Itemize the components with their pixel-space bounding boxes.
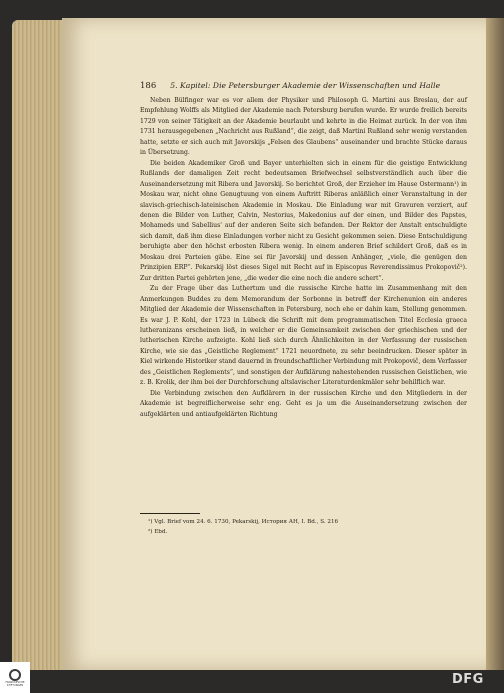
footnote: ¹) Vgl. Brief vom 24. 6. 1730, Pekarskij, История АН, I. Bd., S. 216 [148, 519, 339, 525]
library-logo [0, 662, 30, 693]
page-number: 186 [140, 81, 157, 91]
paragraph: Die beiden Akademiker Groß und Bayer unterhielten sich in einem für die geistige Entwicklung Rußlands der damaligen Zeit recht bedeutsamen Briefwechsel selbstverständlich auch über die Auseinandersetzung mit Ribera und Javorskij. So berichtet Groß, der Erzieher im Hause Ostermann¹) in Moskau war, nicht ohne Genugtuung von einem Auftritt Riberas anläßlich einer Veranstaltung in der slavisch-griechisch-lateinischen Akademie in Moskau. Die Einladung war mit Gravuren verziert, auf denen die Bilder von Luther, Calvin, Nestorius, Makedonius auf der einen, und Bilder des Papstes, Mohameds und Sabellius' auf der anderen Seite sich befanden. Der Rektor der Anstalt entschuldigte sich damit, daß ihm diese Einladungen vorher nicht zu Gesicht gekommen seien. Diese Entschuldigung beruhigte aber den höchst erbosten Ribera wenig. In einem anderen Brief schildert Groß, daß es in Moskau drei Parteien gäbe. Eine sei für Javorskij und dessen Anhänger, „viele, die genügen den Prinzipien ERP“. Pekarskij löst dieses Sigel mit Recht auf in Episcopus Reverendissimus Prokopovič²). Zur dritten Partei gehörten jene, „die weder die eine noch die andere schert“. [140, 159, 467, 282]
logo-label: FRANCKESCHE STIFTUNGEN [5, 680, 25, 687]
main-text [140, 96, 467, 420]
running-header [140, 81, 470, 91]
footnote: ²) Ebd. [148, 528, 168, 535]
dfg-watermark: DFG [452, 672, 484, 687]
footnotes [148, 518, 468, 537]
page-right-edge [486, 18, 504, 670]
paragraph: Die Verbindung zwischen den Aufklärern in der russischen Kirche und den Mitgliedern in der Akademie ist begreiflicherweise sehr eng. Geht es ja um die Auseinandersetzung zwischen der aufgeklärten und antiaufgeklärten Richtung [140, 389, 467, 418]
footnote-rule [140, 513, 200, 514]
logo-mark-icon [9, 669, 21, 681]
paragraph: Zu der Frage über das Luthertum und die russische Kirche hatte im Zusammenhang mit den Anmerkungen Buddes zu dem Memorandum der Sorbonne in betreff der Kirchenunion ein anderes Mitglied der Akademie der Wissenschaften in Petersburg, noch ehe er dahin kam, Stellung genommen. Es war J. P. Kohl, der 1723 in Lübeck die Schrift mit dem programmatischen Titel Ecclesia graeca lutheranizans erscheinen ließ, in welcher er die Gemeinsamkeit zwischen der griechischen und der lutherischen Kirche aufzeigte. Kohl ließ sich durch Ähnlichkeiten in der Verfassung der russischen Kirche, wie sie das „Geistliche Reglement“ 1721 neuordnete, zu sehr beeindrucken. Dieser später in Kiel wirkende Historiker stand dauernd in freundschaftlicher Verbindung mit Prokopovič, dem Verfasser des „Geistlichen Reglements“, und sonstigen der Aufklärung nahestehenden russischen Geistlichen, wie z. B. Krolik, der ihm bei der Durchforschung altslavischer Literaturdenkmäler sehr behilflich war. [140, 285, 467, 387]
running-title: 5. Kapitel: Die Petersburger Akademie der Wissenschaften und Halle [170, 81, 441, 90]
paragraph: Neben Bülfinger war es vor allem der Physiker und Philosoph G. Martini aus Breslau, der auf Empfehlung Wolffs als Mitglied der Akademie nach Petersburg berufen wurde. Er wurde freilich bereits 1729 von seiner Tätigkeit an der Akademie beurlaubt und kehrte in die Heimat zurück. In der von ihm 1731 herausgegebenen „Nachricht aus Rußland“, die zeigt, daß Martini Rußland sehr wenig verstanden hatte, setzte er sich auch mit Javorskijs „Felsen des Glaubens“ auseinander und brachte Stücke daraus in Übersetzung. [140, 97, 467, 157]
